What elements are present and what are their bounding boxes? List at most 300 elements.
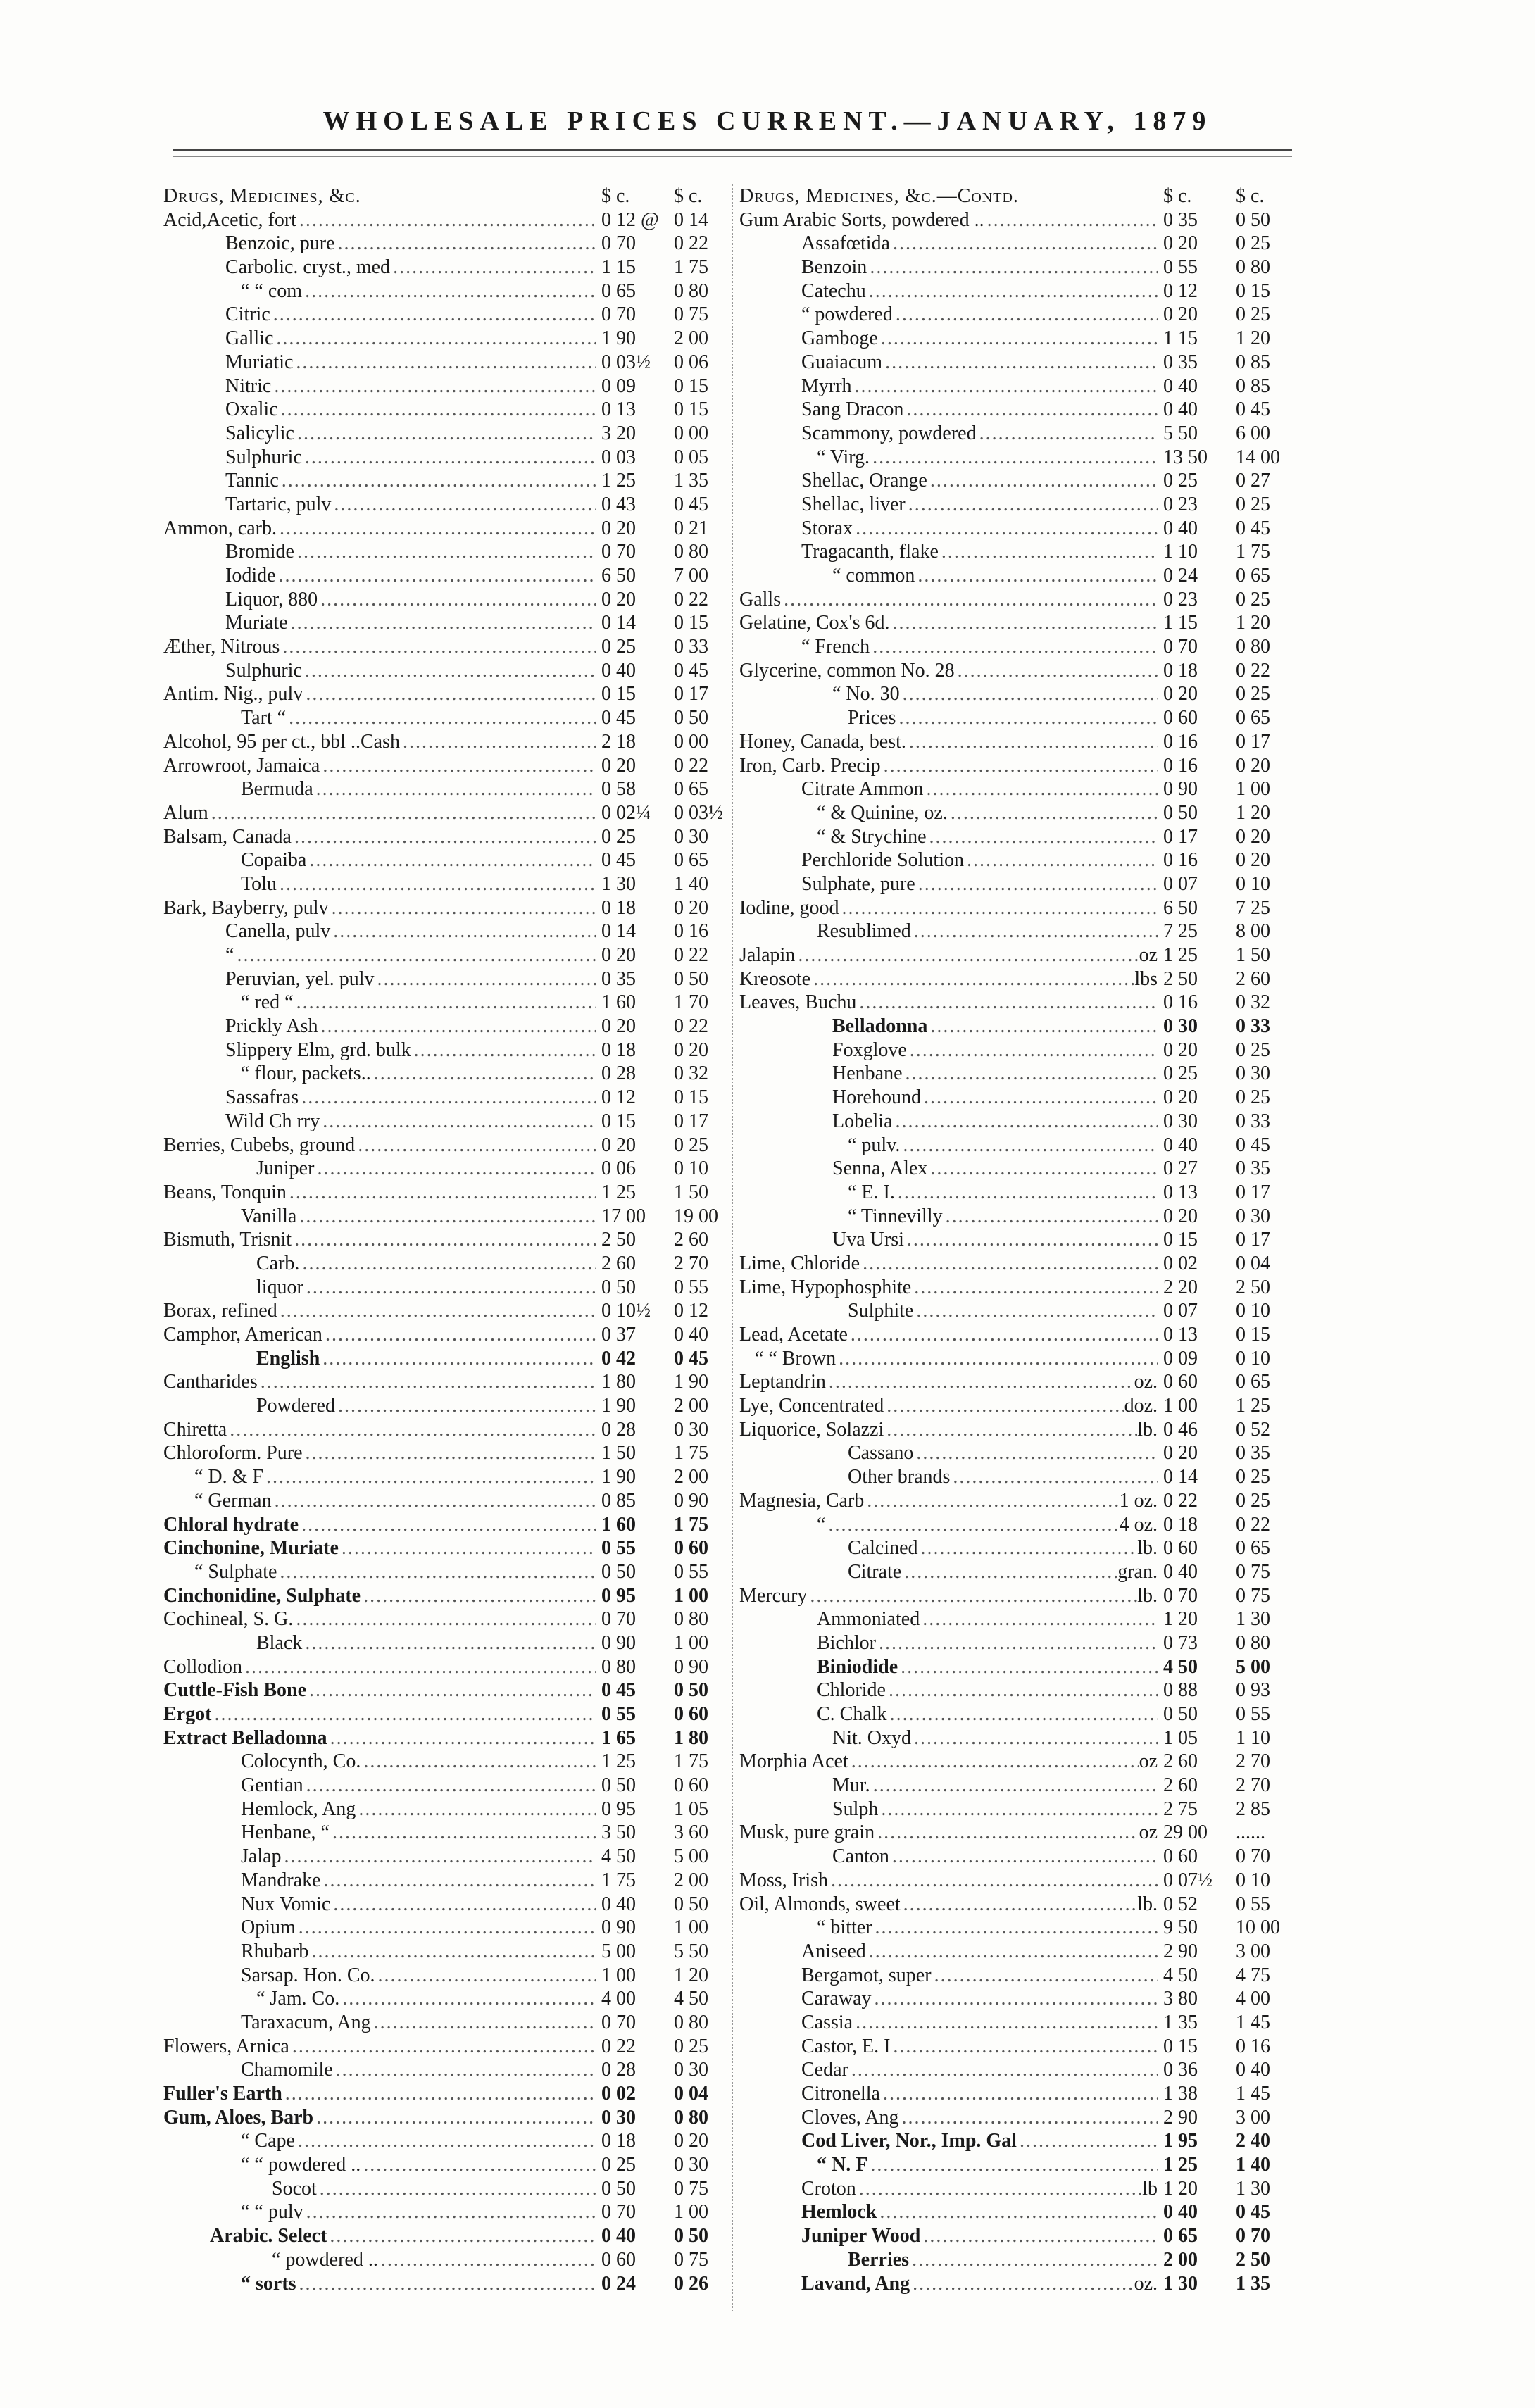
dot-leader: [214, 1702, 596, 1726]
price-high: 0 80: [1236, 256, 1270, 279]
item-name: Prices: [848, 707, 896, 729]
price-low: 0 20: [1163, 1086, 1198, 1109]
price-low: 0 40: [1163, 1560, 1198, 1583]
price-high: 0 52: [1236, 1418, 1270, 1441]
item-name-cell: [163, 825, 596, 849]
dot-leader: [322, 754, 596, 778]
item-name: “ red “: [241, 991, 294, 1014]
price-low: 2 90: [1163, 2106, 1198, 2128]
price-high: 0 25: [1236, 1086, 1270, 1109]
price-low: 1 75: [601, 1869, 636, 1891]
price-row: [163, 801, 741, 825]
price-high: 0 00: [674, 730, 708, 753]
dot-leader: [363, 2153, 596, 2177]
item-name-cell: [739, 1465, 1158, 1489]
price-row: [163, 469, 741, 493]
price-low: 0 18: [601, 2130, 636, 2152]
dot-leader: [881, 327, 1158, 351]
item-name-cell: [739, 1205, 1158, 1229]
dot-leader: [306, 1774, 596, 1798]
dot-leader: [828, 1513, 1119, 1537]
item-name-cell: [163, 1418, 596, 1442]
item-name-cell: [163, 2177, 596, 2201]
item-unit: gran.: [1117, 1560, 1158, 1583]
price-high: 0 80: [1236, 1631, 1270, 1654]
item-name-cell: [163, 1536, 596, 1560]
item-name-cell: [163, 2272, 596, 2296]
price-low: 0 20: [1163, 232, 1198, 255]
item-name: Shellac, Orange: [801, 470, 927, 492]
price-low: 0 25: [601, 636, 636, 658]
item-name: “ German: [194, 1489, 272, 1512]
item-name-cell: [163, 1181, 596, 1205]
price-low: 0 18: [601, 896, 636, 919]
dot-leader: [903, 1893, 1138, 1917]
header-rule: [173, 149, 1292, 157]
price-high: 0 30: [674, 2059, 708, 2081]
item-name-cell: [739, 1323, 1158, 1347]
item-name-cell: [163, 1015, 596, 1039]
price-row: [163, 967, 741, 991]
price-high: 0 80: [674, 1608, 708, 1631]
price-low: 0 40: [1163, 375, 1198, 397]
dot-leader: [813, 967, 1134, 991]
item-name-cell: [163, 256, 596, 280]
price-row: [739, 967, 1303, 991]
price-row: [163, 446, 741, 470]
price-low: 0 80: [601, 1655, 636, 1678]
dot-leader: [377, 967, 596, 991]
price-high: 0 80: [674, 280, 708, 302]
price-high: 0 22: [1236, 659, 1270, 682]
dot-leader: [381, 2248, 596, 2272]
item-name-cell: [163, 777, 596, 801]
dot-leader: [901, 2106, 1158, 2130]
dot-leader: [296, 351, 596, 375]
price-low: 0 09: [601, 375, 636, 397]
item-name-cell: [739, 469, 1158, 493]
dot-leader: [292, 2035, 596, 2059]
dot-leader: [930, 469, 1158, 493]
dot-leader: [289, 1181, 596, 1205]
item-name: Sulphate, pure: [801, 872, 915, 895]
price-high: 1 75: [674, 1513, 708, 1536]
dot-leader: [958, 659, 1158, 683]
item-unit: oz: [1139, 944, 1158, 966]
item-name-cell: [163, 2035, 596, 2059]
item-name: Cassia: [801, 2011, 853, 2033]
dot-leader: [305, 659, 596, 683]
item-name: Oxalic: [225, 399, 278, 421]
price-high: 1 40: [1236, 2154, 1270, 2176]
price-high: 0 16: [674, 920, 708, 943]
item-name-cell: [163, 1489, 596, 1513]
item-name-cell: [739, 398, 1158, 422]
price-high: 0 25: [1236, 303, 1270, 326]
price-high: 0 22: [674, 588, 708, 610]
item-name-cell: [739, 825, 1158, 849]
item-name-cell: [739, 1536, 1158, 1560]
dot-leader: [979, 422, 1158, 446]
price-low: 0 52: [1163, 1893, 1198, 1915]
price-high: 0 20: [1236, 754, 1270, 777]
price-low: 0 22: [601, 2035, 636, 2057]
price-low: 2 50: [601, 1229, 636, 1251]
item-name-cell: [163, 1607, 596, 1631]
dot-leader: [941, 540, 1158, 564]
price-low: 0 45: [601, 707, 636, 729]
item-name-cell: [739, 2011, 1158, 2035]
dot-leader: [291, 611, 596, 635]
price-row: [739, 1845, 1303, 1869]
dot-leader: [798, 943, 1139, 967]
price-row: [739, 825, 1303, 849]
item-name: Tannic: [225, 470, 279, 492]
price-row: [739, 754, 1303, 778]
price-row: [739, 1750, 1303, 1774]
item-name-cell: [739, 2153, 1158, 2177]
price-row: [739, 1726, 1303, 1750]
dot-leader: [875, 1916, 1158, 1940]
item-name: Aniseed: [801, 1940, 866, 1962]
item-name-cell: [739, 943, 1158, 967]
price-row: [163, 1157, 741, 1181]
dot-leader: [916, 1299, 1158, 1323]
price-high: 0 17: [1236, 730, 1270, 753]
price-row: [739, 706, 1303, 730]
price-high: 0 35: [1236, 1158, 1270, 1180]
price-row: [163, 1299, 741, 1323]
price-row: [163, 327, 741, 351]
item-name-cell: [163, 991, 596, 1015]
price-low: 0 24: [601, 2272, 636, 2295]
price-high: 0 30: [1236, 1062, 1270, 1085]
price-high: 1 20: [674, 1964, 708, 1986]
price-low: 0 60: [1163, 707, 1198, 729]
item-name: Citronella: [801, 2083, 880, 2105]
item-name-cell: [163, 2106, 596, 2130]
price-high: 0 50: [674, 2225, 708, 2247]
item-name: Cedar: [801, 2059, 848, 2081]
price-row: [739, 540, 1303, 564]
dot-leader: [883, 2082, 1158, 2106]
price-low: 0 14: [601, 612, 636, 634]
dot-leader: [842, 896, 1158, 920]
price-row: [163, 611, 741, 635]
item-name-cell: [739, 422, 1158, 446]
price-low: 0 15: [601, 1110, 636, 1132]
price-low: 0 90: [601, 1631, 636, 1654]
dot-leader: [305, 280, 596, 303]
item-name-cell: [739, 1418, 1158, 1442]
item-name-cell: [163, 327, 596, 351]
price-low: 0 36: [1163, 2059, 1198, 2081]
item-name-cell: [739, 2272, 1158, 2296]
price-row: [163, 1228, 741, 1252]
dot-leader: [829, 1370, 1134, 1394]
item-name: Cuttle-Fish Bone: [163, 1679, 306, 1702]
price-low: 0 25: [601, 825, 636, 848]
dot-leader: [851, 1750, 1139, 1774]
item-name-cell: [163, 682, 596, 706]
price-low: 0 85: [601, 1489, 636, 1512]
price-low: 1 20: [1163, 1608, 1198, 1631]
item-name: Tart “: [241, 707, 287, 729]
price-high: 2 70: [674, 1252, 708, 1274]
item-name-cell: [163, 659, 596, 683]
dot-leader: [299, 1205, 596, 1229]
item-name-cell: [739, 1062, 1158, 1086]
price-high: 0 32: [674, 1062, 708, 1085]
price-low: 0 20: [601, 944, 636, 966]
item-name: “ No. 30: [832, 683, 900, 706]
dot-leader: [306, 682, 596, 706]
price-low: 0 10½: [601, 1300, 651, 1322]
price-low: 1 38: [1163, 2083, 1198, 2105]
price-high: 0 20: [1236, 825, 1270, 848]
price-row: [739, 2129, 1303, 2153]
item-name-cell: [739, 1276, 1158, 1300]
price-row: [739, 1916, 1303, 1940]
price-row: [739, 1869, 1303, 1893]
price-high: 0 16: [1236, 2035, 1270, 2057]
item-name-cell: [163, 1821, 596, 1845]
price-row: [163, 635, 741, 659]
item-name: Mandrake: [241, 1869, 321, 1891]
dot-leader: [904, 1560, 1117, 1584]
item-name-cell: [739, 2200, 1158, 2224]
dot-leader: [987, 208, 1158, 232]
item-name: Citrate Ammon: [801, 778, 924, 801]
price-high: 0 30: [674, 1418, 708, 1441]
dot-leader: [851, 1323, 1158, 1347]
price-high: 0 40: [674, 1324, 708, 1346]
item-name-cell: [163, 1276, 596, 1300]
price-row: [739, 1181, 1303, 1205]
price-row: [163, 1798, 741, 1821]
item-name-cell: [163, 635, 596, 659]
price-row: [739, 1394, 1303, 1418]
price-low: 2 00: [1163, 2248, 1198, 2271]
price-row: [163, 1631, 741, 1655]
item-name: Fuller's Earth: [163, 2083, 282, 2105]
price-low: 3 80: [1163, 1988, 1198, 2010]
price-row: [163, 208, 741, 232]
item-name: Æther, Nitrous: [163, 636, 280, 658]
dot-leader: [296, 1607, 596, 1631]
price-high: 2 70: [1236, 1774, 1270, 1797]
price-low: 1 95: [1163, 2130, 1198, 2152]
price-row: [163, 1607, 741, 1631]
dot-leader: [285, 2082, 596, 2106]
item-name-cell: [163, 2058, 596, 2082]
item-name-cell: [163, 1465, 596, 1489]
price-high: 0 15: [1236, 1324, 1270, 1346]
price-high: 7 00: [674, 565, 708, 587]
dot-leader: [896, 303, 1158, 327]
price-low: 0 35: [1163, 351, 1198, 373]
price-high: 0 60: [674, 1703, 708, 1725]
dot-leader: [279, 564, 596, 588]
price-low: 0 70: [601, 2201, 636, 2224]
dot-leader: [951, 801, 1158, 825]
price-high: 6 00: [1236, 422, 1270, 444]
item-name: Lead, Acetate: [739, 1324, 848, 1346]
price-high: 1 35: [674, 470, 708, 492]
item-name-cell: [163, 967, 596, 991]
item-name: Honey, Canada, best.: [739, 730, 906, 753]
price-row: [739, 1252, 1303, 1276]
dot-leader: [810, 1584, 1137, 1608]
dot-leader: [873, 1774, 1158, 1798]
item-name: Iron, Carb. Precip: [739, 754, 881, 777]
dot-leader: [839, 1347, 1158, 1371]
price-low: 0 22: [1163, 1489, 1198, 1512]
price-low: 0 40: [1163, 1134, 1198, 1156]
item-name: Chloride: [817, 1679, 886, 1702]
price-high: 1 20: [1236, 612, 1270, 634]
price-low: 1 90: [601, 1466, 636, 1488]
item-name-cell: [739, 1347, 1158, 1371]
item-name-cell: [739, 1513, 1158, 1537]
price-high: 0 65: [674, 778, 708, 801]
item-name-cell: [739, 1631, 1158, 1655]
price-row: [739, 1323, 1303, 1347]
dot-leader: [338, 232, 596, 256]
item-name-cell: [739, 2177, 1158, 2201]
price-high: 8 00: [1236, 920, 1270, 943]
price-row: [163, 2248, 741, 2272]
section-heading-row: [739, 184, 1303, 208]
price-high: 0 33: [1236, 1015, 1270, 1038]
price-high: 10 00: [1236, 1917, 1280, 1939]
price-row: [163, 232, 741, 256]
item-name: Arabic. Select: [210, 2225, 327, 2247]
item-name-cell: [163, 1774, 596, 1798]
price-row: [739, 2200, 1303, 2224]
price-high: 0 22: [1236, 1513, 1270, 1536]
price-high: 0 50: [1236, 208, 1270, 231]
price-row: [163, 1276, 741, 1300]
price-low: 0 07½: [1163, 1869, 1213, 1891]
dot-leader: [316, 2106, 596, 2130]
price-low: 0 45: [601, 849, 636, 872]
item-name: “ common: [832, 565, 915, 587]
price-low: 0 50: [1163, 1703, 1198, 1725]
item-name: Colocynth, Co.: [241, 1750, 361, 1773]
price-high: 0 22: [674, 1015, 708, 1038]
price-row: [739, 1228, 1303, 1252]
price-high: $ c.: [674, 185, 703, 207]
price-high: 5 00: [674, 1845, 708, 1868]
dot-leader: [336, 2058, 596, 2082]
price-high: 0 12: [674, 1300, 708, 1322]
item-name-cell: [163, 2129, 596, 2153]
dot-leader: [298, 2129, 596, 2153]
item-name: Taraxacum, Ang: [241, 2011, 371, 2033]
price-low: 1 65: [601, 1726, 636, 1749]
price-low: 0 40: [601, 1893, 636, 1915]
item-name: Kreosote: [739, 967, 811, 990]
price-high: 3 60: [674, 1821, 708, 1844]
dot-leader: [358, 1798, 596, 1821]
item-unit: lb.: [1137, 1584, 1158, 1607]
price-low: 0 35: [1163, 208, 1198, 231]
price-low: 1 25: [1163, 2154, 1198, 2176]
price-high: 2 85: [1236, 1798, 1270, 1820]
price-row: [739, 1940, 1303, 1964]
price-row: [739, 1015, 1303, 1039]
price-row: [163, 517, 741, 541]
dot-leader: [890, 1702, 1158, 1726]
item-name-cell: [163, 1110, 596, 1134]
dot-leader: [332, 896, 596, 920]
item-name-cell: [739, 1916, 1158, 1940]
price-high: 0 45: [1236, 1134, 1270, 1156]
price-low: 0 27: [1163, 1158, 1198, 1180]
section-heading: Drugs, Medicines, &c.: [163, 185, 361, 207]
price-row: [163, 1893, 741, 1917]
dot-leader: [877, 1821, 1139, 1845]
section-heading: Drugs, Medicines, &c.—Contd.: [739, 185, 1019, 207]
price-row: [739, 777, 1303, 801]
item-name-cell: [163, 1560, 596, 1584]
item-unit: lbs: [1134, 967, 1158, 990]
price-low: 1 60: [601, 1513, 636, 1536]
dot-leader: [211, 801, 596, 825]
price-low: 2 90: [1163, 1940, 1198, 1962]
item-name-cell: [163, 493, 596, 517]
dot-leader: [280, 517, 596, 541]
item-name: Cassano: [848, 1442, 914, 1465]
price-row: [739, 1062, 1303, 1086]
item-name-cell: [739, 1394, 1158, 1418]
dot-leader: [912, 2248, 1158, 2272]
price-low: $ c.: [601, 185, 630, 207]
item-name-cell: [163, 588, 596, 612]
dot-leader: [893, 2035, 1158, 2059]
dot-leader: [929, 825, 1158, 849]
price-high: 0 30: [674, 2154, 708, 2176]
price-low: 1 80: [601, 1371, 636, 1393]
item-name: Galls: [739, 588, 782, 610]
dot-leader: [322, 1347, 596, 1371]
item-name-cell: [163, 1584, 596, 1608]
price-low: 1 35: [1163, 2011, 1198, 2033]
item-name: “ & Strychine: [817, 825, 927, 848]
price-row: [739, 2011, 1303, 2035]
item-name-cell: [739, 1370, 1158, 1394]
price-row: [163, 2153, 741, 2177]
dot-leader: [908, 493, 1158, 517]
item-name-cell: [739, 208, 1158, 232]
price-high: 0 45: [674, 1347, 708, 1369]
item-name: Bergamot, super: [801, 1964, 932, 1986]
item-name-cell: [163, 2224, 596, 2248]
item-name-cell: [739, 1964, 1158, 1988]
item-name: Sang Dracon: [801, 399, 904, 421]
item-name: “ D. & F: [194, 1466, 263, 1488]
item-name: Extract Belladonna: [163, 1726, 327, 1749]
price-high: 0 04: [674, 2083, 708, 2105]
item-name-cell: [163, 1964, 596, 1988]
price-low: 1 05: [1163, 1726, 1198, 1749]
item-name: Magnesia, Carb: [739, 1489, 865, 1512]
dot-leader: [393, 256, 596, 280]
item-name: Cloves, Ang: [801, 2106, 899, 2128]
price-low: 1 90: [601, 327, 636, 350]
item-name-cell: [163, 540, 596, 564]
